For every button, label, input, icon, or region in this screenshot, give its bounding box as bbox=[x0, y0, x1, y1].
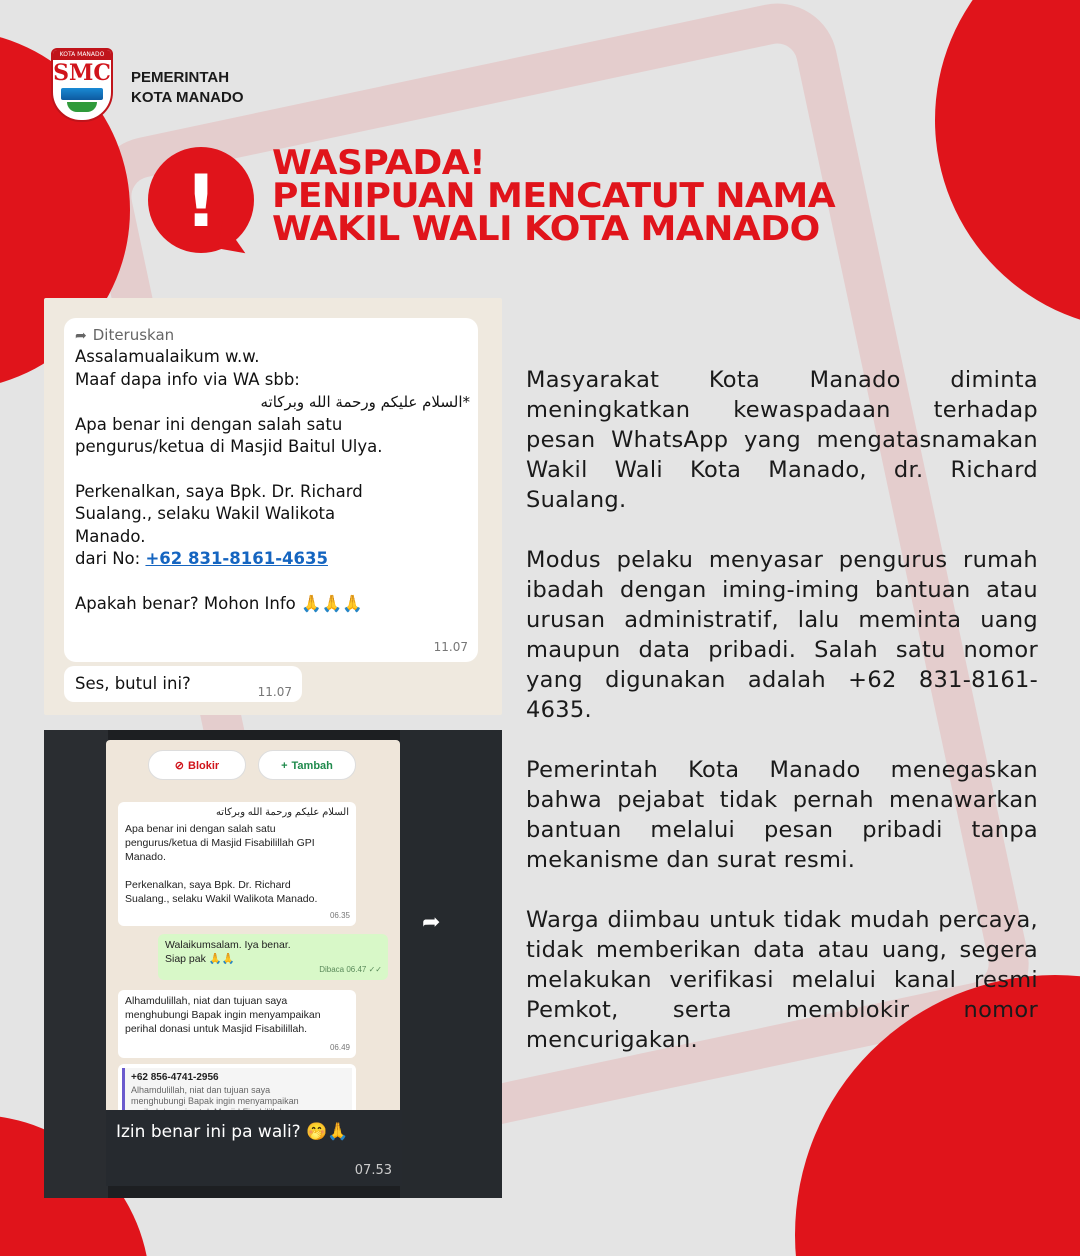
logo-letters: SMC bbox=[53, 60, 111, 86]
message-time: 06.35 bbox=[329, 911, 350, 920]
from-label: dari No: bbox=[75, 549, 146, 568]
organization-name bbox=[131, 68, 244, 108]
msg-line: pengurus/ketua di Masjid Baitul Ulya. bbox=[75, 437, 383, 456]
caption-text: Izin benar ini pa wali? 🤭🙏 bbox=[116, 1122, 349, 1142]
exclamation-icon bbox=[148, 147, 254, 253]
msg-line: Maaf dapa info via WA sbb: bbox=[75, 369, 300, 389]
reply-bubble bbox=[64, 666, 302, 702]
logo-banner: KOTA MANADO bbox=[53, 50, 111, 60]
headline-line-1: WASPADA! bbox=[272, 143, 485, 183]
org-line-2: KOTA MANADO bbox=[131, 89, 244, 106]
quoted-message: +62 856-4741-2956 Alhamdulillah, niat dan tujuan saya menghubungi Bapak ingin menyampaikan bbox=[118, 1064, 356, 1120]
quote-sender: +62 856-4741-2956 bbox=[131, 1072, 219, 1083]
city-logo bbox=[51, 48, 113, 122]
phone-link[interactable]: +62 831-8161-4635 bbox=[145, 549, 328, 568]
arabic-greeting: السلام عليكم ورحمة الله وبركاته bbox=[215, 807, 349, 818]
article-body bbox=[526, 365, 1038, 1085]
block-button[interactable]: ⊘ Blokir bbox=[148, 750, 246, 780]
paragraph-1: Masyarakat Kota Manado diminta meningkatkan kewaspadaan terhadap pesan WhatsApp yang mengatasnamakan Wakil Wali Kota Manado, dr. Richard Sualang. bbox=[526, 367, 1038, 513]
read-receipt: Dibaca 06.47 ✓✓ bbox=[319, 965, 382, 974]
msg-line: Assalamualaikum w.w. bbox=[75, 347, 260, 366]
headline-line-3: WAKIL WALI KOTA MANADO bbox=[272, 209, 820, 249]
logo-base bbox=[67, 102, 97, 112]
msg-line: Perkenalkan, saya Bpk. Dr. Richard bbox=[75, 481, 363, 501]
reply-time: 11.07 bbox=[257, 685, 292, 699]
forwarded-message-bubble bbox=[64, 318, 478, 662]
headline bbox=[272, 143, 836, 249]
logo-wave bbox=[61, 88, 103, 100]
forward-icon: ➦ bbox=[75, 328, 87, 344]
org-line-1: PEMERINTAH bbox=[131, 69, 230, 86]
message-time: 11.07 bbox=[433, 639, 468, 654]
message-body bbox=[75, 346, 470, 615]
msg-line: Manado. bbox=[75, 526, 146, 546]
add-user-icon: + bbox=[281, 760, 288, 772]
add-contact-button[interactable]: + Tambah bbox=[258, 750, 356, 780]
block-icon: ⊘ bbox=[174, 760, 185, 772]
arabic-greeting: *السلام عليكم ورحمة الله وبركاته bbox=[260, 393, 470, 411]
action-buttons bbox=[148, 750, 358, 780]
paragraph-2: Modus pelaku menyasar pengurus rumah ibadah dengan iming-iming bantuan atau urusan administratif, lalu meminta uang maupun data pribadi. Salah satu nomor yang digunakan adalah +62 831-8161-4635. bbox=[526, 547, 1038, 723]
paragraph-4: Warga diimbau untuk tidak mudah percaya, tidak memberikan data atau uang, segera melakukan verifikasi melalui kanal resmi Pemkot, serta memblokir nomor mencurigakan. bbox=[526, 907, 1038, 1053]
forwarded-label bbox=[75, 324, 174, 348]
caption-bubble bbox=[106, 1110, 402, 1186]
incoming-message: Alhamdulillah, niat dan tujuan saya menghubungi Bapak ingin menyampaikan perihal donasi untuk Masjid Fisabilillah. 06.49 bbox=[118, 990, 356, 1058]
paragraph-3: Pemerintah Kota Manado menegaskan bahwa pejabat tidak pernah menawarkan bantuan melalui pesan pribadi tanpa mekanisme dan surat resmi. bbox=[526, 757, 1038, 873]
message-time: 06.49 bbox=[329, 1043, 350, 1052]
msg-line: Apa benar ini dengan salah satu bbox=[75, 414, 343, 434]
outgoing-message: Walaikumsalam. Iya benar. Siap pak 🙏🙏 Dibaca 06.47 ✓✓ bbox=[158, 934, 388, 980]
from-line bbox=[75, 548, 470, 571]
headline-line-2: PENIPUAN MENCATUT NAMA bbox=[272, 176, 836, 216]
msg-line: Sualang., selaku Wakil Walikota bbox=[75, 504, 336, 523]
incoming-message: السلام عليكم ورحمة الله وبركاته Apa benar ini dengan salah satu pengurus/ketua di Masjid Fisabilillah GPI Manado. Perkenalkan, saya Bpk. Dr. Richard Sualang., selaku Wakil Walikota Manado. 06.35 bbox=[118, 802, 356, 926]
msg-line: Apakah benar? Mohon Info 🙏🙏🙏 bbox=[75, 593, 363, 613]
phone-screen bbox=[106, 740, 400, 1120]
forwarded-text: Diteruskan bbox=[92, 326, 175, 344]
chat-screenshot-2 bbox=[44, 730, 502, 1198]
chat-screenshot-1 bbox=[44, 298, 502, 715]
decor-circle-top-right bbox=[935, 0, 1080, 330]
reply-text: Ses, butul ini? bbox=[75, 674, 191, 693]
caption-time: 07.53 bbox=[354, 1163, 392, 1178]
exclamation-glyph: ! bbox=[184, 159, 218, 243]
forward-icon[interactable]: ➦ bbox=[422, 910, 441, 935]
